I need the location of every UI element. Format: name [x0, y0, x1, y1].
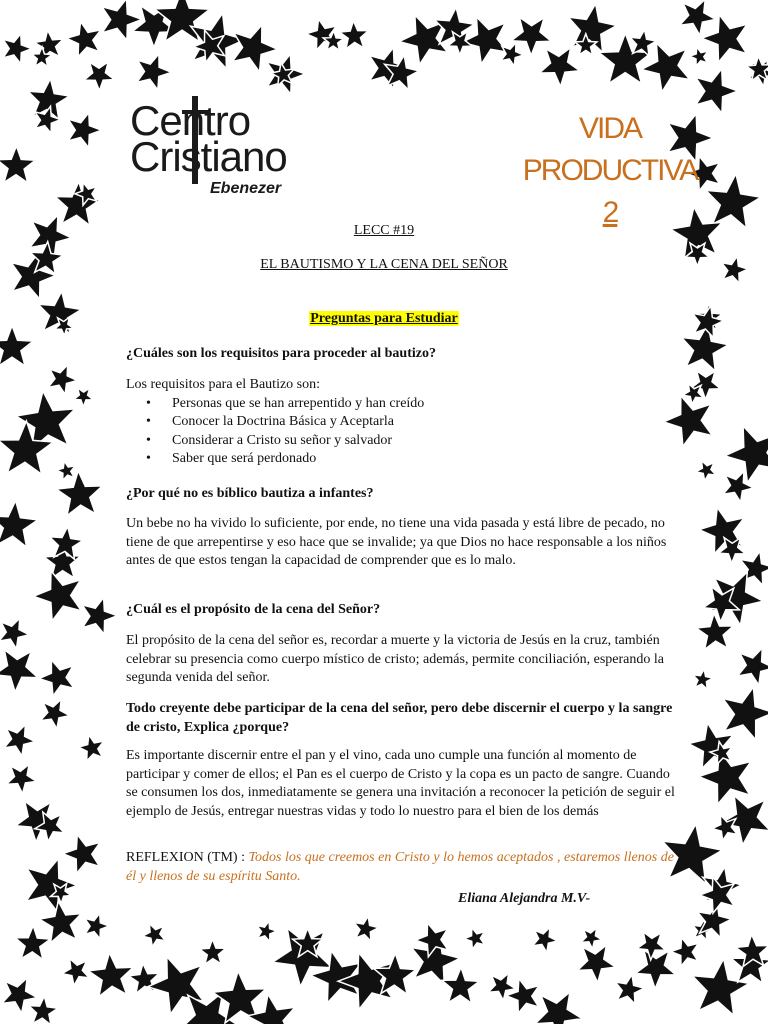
star-icon [340, 21, 369, 49]
star-icon [464, 928, 485, 950]
star-icon [4, 725, 35, 756]
answer-1 [126, 376, 678, 469]
star-icon [63, 835, 100, 874]
star-icon [88, 953, 133, 997]
star-icon [577, 945, 615, 982]
star-icon [78, 735, 104, 761]
star-icon [15, 926, 50, 960]
star-icon [535, 992, 582, 1024]
star-icon [696, 461, 716, 481]
answer-4: Es importante discernir entre el pan y el vino, cada uno cumple una función al momento de participar y comer de ellos; el Pan es el cuerpo de Cristo y la copa es un pacto de sangre. Cuando se consumen los dos, inmediatamente se genera una invitación a reconocer la petición de seguir el ejemplo de Jesús, entregar nuestras vidas y todo lo nuestro para el bien de los demás [126, 748, 675, 819]
signature: Eliana Alejandra M.V- [458, 891, 591, 906]
star-icon [506, 979, 539, 1014]
star-icon [40, 699, 69, 728]
star-icon [0, 650, 38, 692]
answer-2: Un bebe no ha vivido lo suficiente, por ende, no tiene una vida pasada y está libre de pecado, no tiene de que arrepentirse y eso hace que se invalide; ya que Dios no hace responsable a los niños antes de que estos tengan la capacidad de comprender que es lo malo. [126, 516, 667, 568]
list-item: • Considerar a Cristo su señor y salvador [172, 432, 678, 451]
star-icon [0, 146, 35, 183]
star-icon [0, 326, 33, 366]
star-icon [26, 859, 77, 912]
star-icon [0, 501, 38, 547]
star-icon [635, 950, 675, 989]
requirements-list [126, 395, 678, 469]
star-icon [442, 967, 479, 1003]
banner-line2: PRODUCTIVA [522, 154, 698, 187]
star-icon [3, 34, 32, 64]
section-heading [0, 311, 768, 327]
star-icon [74, 388, 94, 407]
banner-title [520, 108, 700, 234]
banner-line1: VIDA [578, 112, 642, 145]
star-icon [62, 958, 89, 985]
star-icon [738, 648, 768, 685]
star-icon [85, 913, 109, 939]
star-icon [39, 660, 74, 696]
star-icon [702, 15, 747, 63]
star-icon [680, 0, 716, 35]
star-icon [693, 669, 713, 689]
section-heading-text: Preguntas para Estudiar [310, 311, 458, 326]
star-icon [533, 927, 558, 952]
star-icon [137, 54, 172, 90]
star-icon [142, 924, 165, 947]
lesson-number: LECC #19 [353, 223, 415, 238]
reflection [126, 849, 678, 886]
star-icon [84, 62, 114, 91]
star-icon [721, 796, 768, 845]
star-icon [540, 48, 580, 87]
list-item: • Conocer la Doctrina Básica y Aceptarla [172, 413, 678, 432]
star-icon [712, 815, 737, 841]
star-icon [48, 365, 77, 395]
star-icon [671, 938, 699, 967]
logo-line1: Centro [130, 97, 251, 144]
star-icon [501, 43, 524, 66]
star-icon [0, 618, 29, 649]
question-2: ¿Por qué no es bíblico bautiza a infantes? [126, 486, 374, 501]
star-icon [696, 69, 738, 114]
answer-1-intro: Los requisitos para el Bautizo son: [126, 377, 321, 392]
reflection-label: REFLEXION (TM) : [126, 850, 249, 865]
star-icon [200, 939, 226, 964]
question-4: Todo creyente debe participar de la cena del señor, pero debe discernir el cuerpo y la sangre de cristo, Explica ¿porque? [126, 701, 673, 735]
star-icon [102, 0, 142, 40]
star-icon [82, 598, 117, 635]
lesson-title: EL BAUTISMO Y LA CENA DEL SEÑOR [260, 257, 508, 272]
star-icon [354, 916, 379, 941]
star-icon [29, 996, 58, 1024]
reflection-text: Todos los que creemos en Cristo y lo hemos aceptados , estaremos llenos de él y llenos de su espíritu Santo. [126, 850, 674, 884]
star-icon [57, 461, 76, 480]
star-icon [696, 613, 733, 649]
star-icon [39, 901, 81, 943]
list-item: • Personas que se han arrepentido y han creído [172, 395, 678, 414]
star-icon [682, 324, 729, 371]
question-1: ¿Cuáles son los requisitos para proceder al bautizo? [126, 346, 436, 361]
logo [130, 97, 310, 200]
star-icon [68, 113, 101, 148]
list-item: • Saber que será perdonado [172, 450, 678, 469]
logo-subtitle: Ebenezer [210, 180, 282, 197]
star-icon [725, 426, 768, 483]
star-icon [581, 928, 602, 949]
question-3: ¿Cuál es el propósito de la cena del Señor? [126, 602, 381, 617]
answer-3: El propósito de la cena del señor es, recordar a muerte y la victoria de Jesús en la cruz, también celebrar su presencia como cuerpo místico de cristo; además, permite conciliación, esperando la segunda venida del señor. [126, 633, 665, 685]
banner-line3: 2 [602, 196, 618, 229]
logo-line2: Cristiano [130, 133, 287, 180]
star-icon [723, 687, 768, 740]
star-icon [257, 921, 277, 942]
star-icon [67, 22, 101, 57]
star-icon [690, 47, 709, 66]
star-icon [7, 764, 37, 793]
star-icon [615, 975, 644, 1004]
